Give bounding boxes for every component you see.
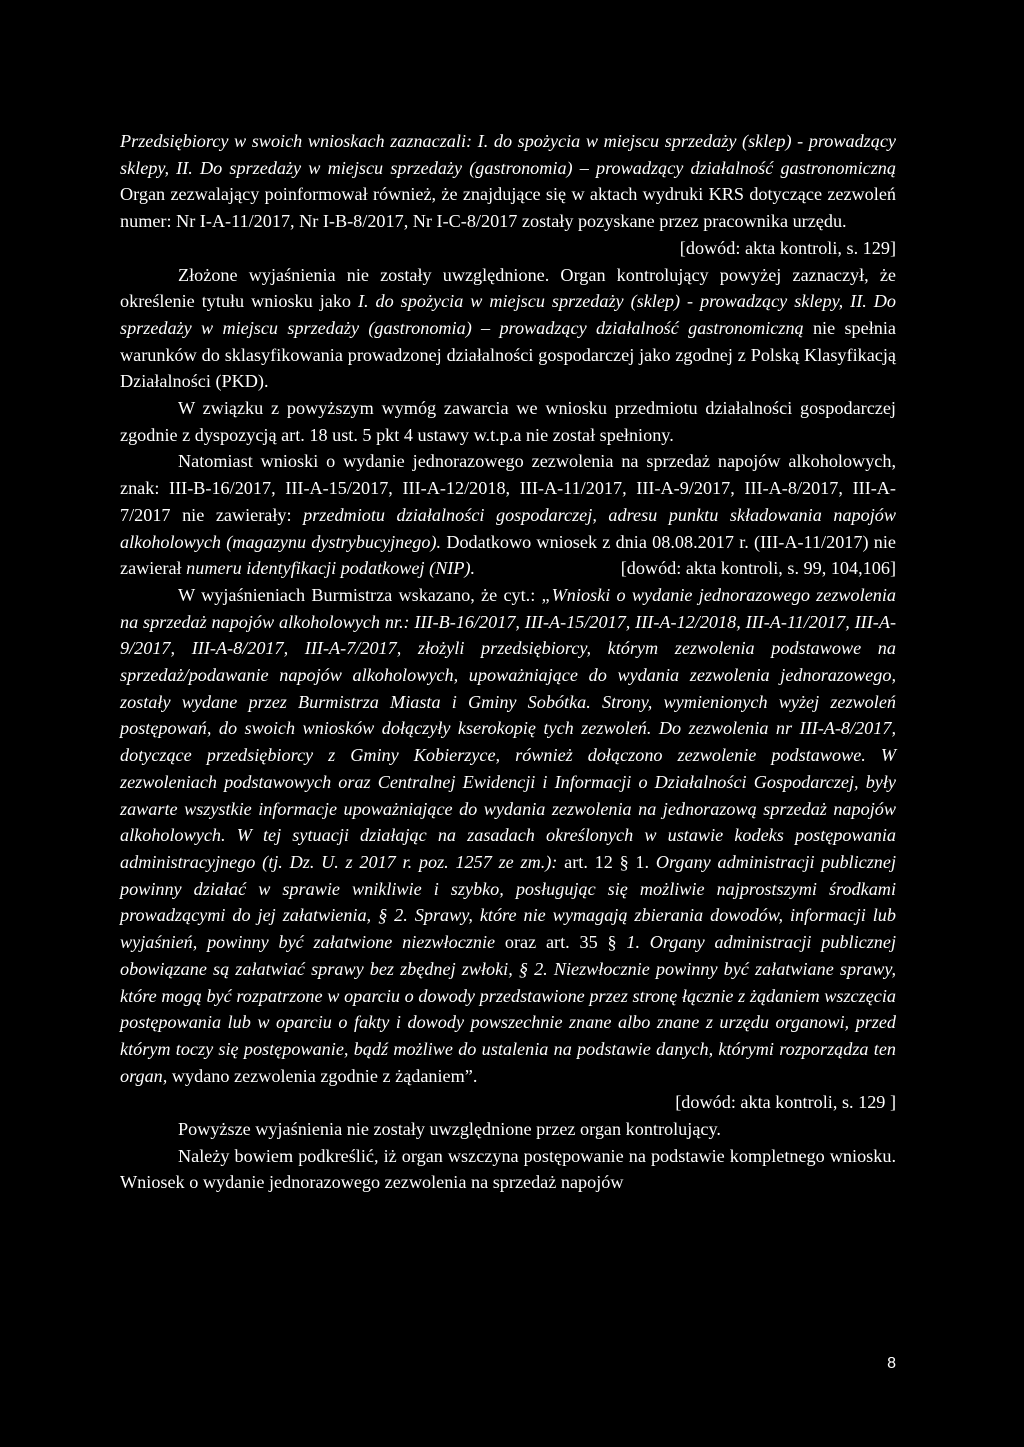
paragraph: [120, 395, 896, 448]
page-number: 8: [887, 1355, 896, 1372]
text-run: Złożone wyjaśnienia nie zostały uwzględnione. Organ kontrolujący powyżej zaznaczył, że określenie tytułu wniosku jako: [120, 264, 896, 312]
text-run: Dodatkowo wniosek z dnia 08.08.2017 r. (III-A-11/2017) nie zawierał: [120, 531, 896, 579]
text-run: art. 12 § 1.: [557, 851, 656, 872]
paragraph: [120, 1143, 896, 1196]
italic-text: I. do spożycia w miejscu sprzedaży (sklep) - prowadzący sklepy, II. Do sprzedaży w miejscu sprzedaży (gastronomia) – prowadzący działalność gastronomiczną: [120, 291, 896, 338]
paragraph: [120, 128, 896, 235]
text-run: Natomiast wnioski o wydanie jednorazowego zezwolenia na sprzedaż napojów alkoholowych, znak: III-B-16/2017, III-A-15/2017, III-A-12/2018, III-A-11/2017, III-A-9/2017, III-A-8/2017, III-A-7/2017 nie zawierały:: [120, 451, 896, 525]
text-run: W związku z powyższym wymóg zawarcia we wniosku przedmiotu działalności gospodarczej zgodnie z dyspozycją art. 18 ust. 5 pkt 4 ustawy w.t.p.a nie został spełniony.: [120, 398, 896, 445]
paragraph: [120, 448, 896, 582]
paragraph: [120, 262, 896, 396]
italic-text: „Wnioski o wydanie jednorazowego zezwolenia na sprzedaż napojów alkoholowych nr.: III-B-16/2017, III-A-15/2017, III-A-12/2018, III-A-11/2017, III-A-9/2017, III-A-8/2017, III-A-7/2017, złożyli przedsiębiorcy, którym zezwolenia podstawowe na sprzedaż/podawanie napojów alkoholowych, upoważniające do wydania zezwolenia jednorazowego, zostały wydane przez Burmistrza Miasta i Gminy Sobótka. Strony, wymienionych wyżej zezwoleń postępowań, do swoich wniosków dołączyły kserokopię tych zezwoleń. Do zezwolenia nr III-A-8/2017, dotyczące przedsiębiorcy z Gminy Kobierzyce, również dołączono zezwolenie podstawowe. W zezwoleniach podstawowych oraz Centralnej Ewidencji i Informacji o Działalności Gospodarczej, były zawarte wszystkie informacje upoważniające do wydania zezwolenia na jednorazową sprzedaż napojów alkoholowych. W tej sytuacji działając na zasadach określonych w ustawie kodeks postępowania administracyjnego (tj. Dz. U. z 2017 r. poz. 1257 ze zm.):: [120, 584, 897, 872]
evidence-reference: [dowód: akta kontroli, s. 99, 104,106]: [620, 558, 896, 579]
italic-text: Organy administracji publicznej powinny działać w sprawie wnikliwie i szybko, posługując się możliwie najprostszymi środkami prowadzącymi do jej załatwienia, § 2. Sprawy, które nie wymagają zbierania dowodów, informacji lub wyjaśnień, powinny być załatwione niezwłocznie: [120, 851, 897, 953]
text-run: W wyjaśnieniach Burmistrza wskazano, że cyt.:: [178, 584, 542, 605]
italic-text: numeru identyfikacji podatkowej (NIP).: [186, 558, 476, 579]
italic-text: Przedsiębiorcy w swoich wnioskach zaznaczali: I. do spożycia w miejscu sprzedaży (sklep) - prowadzący sklepy, II. Do sprzedaży w miejscu sprzedaży (gastronomia) – prowadzący działalność gastronomiczną: [120, 131, 896, 178]
text-run: wydano zezwolenia zgodnie z żądaniem”.: [167, 1065, 478, 1086]
italic-text: przedmiotu działalności gospodarczej, adresu punktu składowania napojów alkoholowych (magazynu dystrybucyjnego).: [120, 504, 896, 552]
text-run: oraz art. 35 §: [495, 932, 627, 953]
text-run: Należy bowiem podkreślić, iż organ wszczyna postępowanie na podstawie kompletnego wniosku. Wniosek o wydanie jednorazowego zezwolenia na sprzedaż napojów: [120, 1145, 896, 1193]
italic-text: 1. Organy administracji publicznej obowiązane są załatwiać sprawy bez zbędnej zwłoki, § 2. Niezwłocznie powinny być załatwiane sprawy, które mogą być rozpatrzone w oparciu o dowody przedstawione przez stronę łącznie z żądaniem wszczęcia postępowania lub w oparciu o fakty i dowody powszechnie znane albo znane z urzędu organowi, przed którym toczy się postępowanie, bądź możliwe do ustalenia na podstawie danych, którymi rozporządza ten organ,: [120, 932, 897, 1086]
evidence-reference: [dowód: akta kontroli, s. 129]: [679, 237, 896, 258]
body-text: [120, 128, 896, 1196]
paragraph: [120, 582, 896, 1089]
text-run: Powyższe wyjaśnienia nie zostały uwzględnione przez organ kontrolujący.: [178, 1119, 721, 1140]
evidence-reference: [dowód: akta kontroli, s. 129 ]: [675, 1092, 896, 1113]
text-run: Organ zezwalający poinformował również, że znajdujące się w aktach wydruki KRS dotyczące zezwoleń numer: Nr I-A-11/2017, Nr I-B-8/2017, Nr I-C-8/2017 zostały pozyskane przez pracownika urzędu.: [120, 184, 896, 232]
text-run: nie spełnia warunków do sklasyfikowania prowadzonej działalności gospodarczej jako zgodnej z Polską Klasyfikacją Działalności (PKD).: [120, 317, 896, 392]
paragraph: [120, 1116, 896, 1143]
